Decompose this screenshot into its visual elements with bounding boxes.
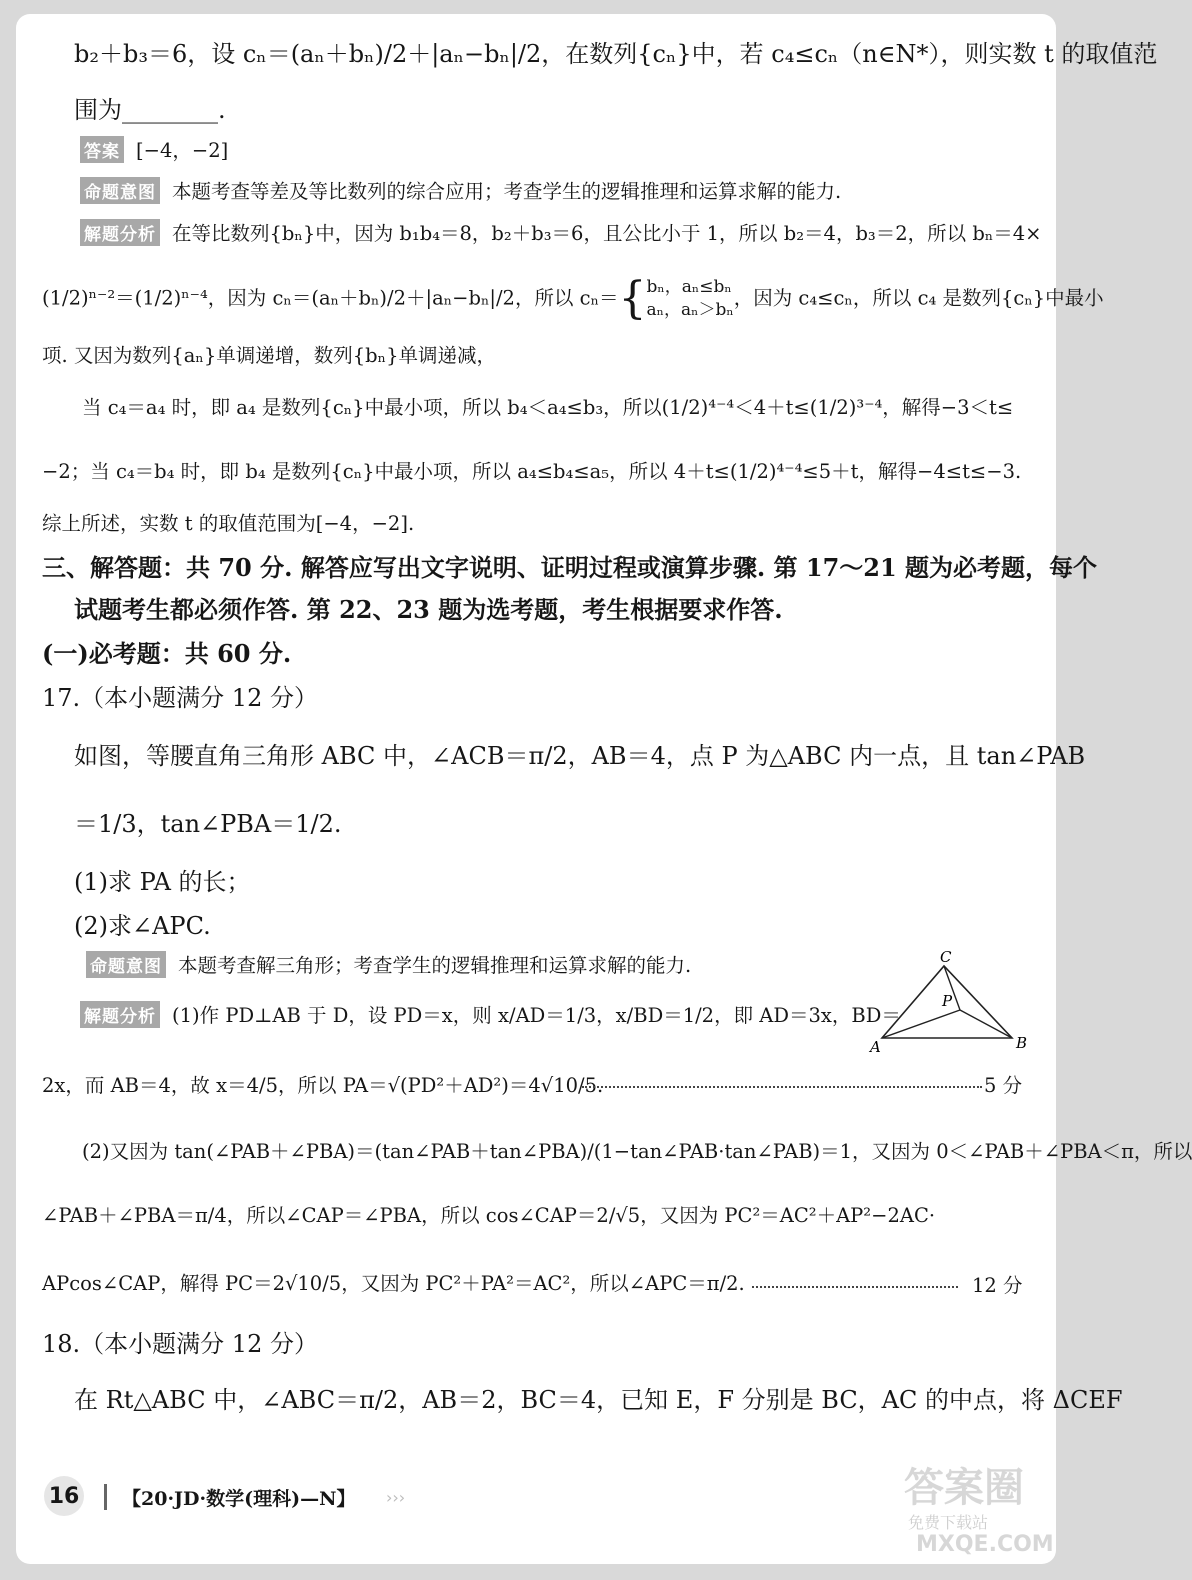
piecewise-case-1: bₙ，aₙ≤bₙ [646,277,732,297]
watermark-logo: 答案圈 [904,1465,1024,1511]
line-1: b₂＋b₃＝6，设 cₙ＝(aₙ＋bₙ)/2＋|aₙ−bₙ|/2，在数列{cₙ}中，若 c₄≤cₙ（n∈N*），则实数 t 的取值范 [74,40,1158,68]
intent-tag-1: 命题意图 [80,177,160,204]
footer-separator [104,1484,107,1510]
analysis-row-2 [80,1000,901,1028]
score-leader-1 [582,1086,982,1088]
analysis-text-2: (1)作 PD⊥AB 于 D，设 PD＝x，则 x/AD＝1/3，x/BD＝1/2，即 AD＝3x，BD＝ [172,1004,901,1027]
score-1: 5 分 [984,1074,1023,1097]
line-6-d: ，因为 c₄≤cₙ，所以 c₄ 是数列{cₙ}中最小 [733,286,1104,310]
score-2: 12 分 [972,1274,1023,1297]
q17-part-2: (2)求∠APC. [74,912,211,940]
line-2: 围为________. [74,96,226,124]
piecewise-case-2: aₙ，aₙ＞bₙ [646,299,734,320]
piecewise-brace: { [618,272,647,324]
analysis-text-1: 在等比数列{bₙ}中，因为 b₁b₄＝8，b₂＋b₃＝6，且公比小于 1，所以 b₂＝4，b₃＝2，所以 bₙ＝4× [172,222,1042,245]
line-6 [42,272,1104,324]
intent-row-2 [86,950,691,978]
section-3-heading: 三、解答题：共 70 分. 解答应写出文字说明、证明过程或演算步骤. 第 17～21 题为必考题，每个 [42,553,1098,582]
analysis-tag-1: 解题分析 [80,219,160,246]
segment-pb [960,1010,1012,1038]
analysis-tag-2: 解题分析 [80,1001,160,1028]
intent-text-1: 本题考查等差及等比数列的综合应用；考查学生的逻辑推理和运算求解的能力. [172,180,842,203]
label-p: P [942,992,953,1010]
answer-row [80,135,228,163]
page-number: 16 [48,1483,80,1509]
watermark-url: MXQE.COM [916,1532,1054,1557]
label-c: C [940,948,952,966]
line-7: 项. 又因为数列{aₙ}单调递增，数列{bₙ}单调递减， [42,344,497,367]
line-10: 综上所述，实数 t 的取值范围为[−4，−2]. [42,512,415,535]
label-a: A [870,1038,881,1056]
required-questions-heading: (一)必考题：共 60 分. [42,639,292,668]
piecewise-cases [647,276,734,322]
answer-tag: 答案 [80,136,124,163]
q17-stem-1: 如图，等腰直角三角形 ABC 中，∠ACB＝π/2，AB＝4，点 P 为△ABC 内一点，且 tan∠PAB [74,742,1086,770]
line-8: 当 c₄＝a₄ 时，即 a₄ 是数列{cₙ}中最小项，所以 b₄＜a₄≤b₃，所以(1/2)⁴⁻⁴＜4＋t≤(1/2)³⁻⁴，解得−3＜t≤ [82,396,1014,419]
triangle-figure [866,950,1036,1056]
label-b: B [1016,1034,1028,1052]
score-leader-2 [752,1286,958,1288]
watermark-caption: 免费下载站 [908,1513,989,1532]
q18-heading: 18.（本小题满分 12 分） [42,1330,318,1358]
q17-heading: 17.（本小题满分 12 分） [42,684,318,712]
q17-solution-4: APcos∠CAP，解得 PC＝2√10/5，又因为 PC²＋PA²＝AC²，所以∠APC＝π/2. [42,1272,745,1295]
line-9: −2；当 c₄＝b₄ 时，即 b₄ 是数列{cₙ}中最小项，所以 a₄≤b₄≤a₅，所以 4＋t≤(1/2)⁴⁻⁴≤5＋t，解得−4≤t≤−3. [42,460,1022,483]
q17-solution-3: ∠PAB＋∠PBA＝π/4，所以∠CAP＝∠PBA，所以 cos∠CAP＝2/√5，又因为 PC²＝AC²＋AP²−2AC· [42,1204,936,1227]
intent-text-2: 本题考查解三角形；考查学生的逻辑推理和运算求解的能力. [178,954,692,977]
section-3-heading-cont: 试题考生都必须作答. 第 22、23 题为选考题，考生根据要求作答. [74,595,783,624]
footer-arrows: ››› [386,1488,406,1507]
q17-stem-2: ＝1/3，tan∠PBA＝1/2. [74,810,342,838]
page-number-badge [44,1476,84,1516]
line-6-a: (1/2)ⁿ⁻²＝(1/2)ⁿ⁻⁴，因为 cₙ＝(aₙ＋bₙ)/2＋|aₙ−bₙ|/2，所以 cₙ＝ [42,286,619,310]
q17-part-1: (1)求 PA 的长； [74,868,251,896]
answer-text: [−4，−2] [136,139,229,162]
exam-page [16,14,1192,1564]
analysis-row-1 [80,218,1042,246]
q17-solution-1: 2x，而 AB＝4，故 x＝4/5，所以 PA＝√(PD²＋AD²)＝4√10/5. [42,1074,604,1097]
footer-code: 【20·JD·数学(理科)—N】 [122,1488,356,1510]
intent-tag-2: 命题意图 [86,951,166,978]
q18-stem-1: 在 Rt△ABC 中，∠ABC＝π/2，AB＝2，BC＝4，已知 E，F 分别是 BC，AC 的中点，将 ΔCEF [74,1386,1123,1414]
q17-solution-2: (2)又因为 tan(∠PAB＋∠PBA)＝(tan∠PAB＋tan∠PBA)/(1−tan∠PAB·tan∠PAB)＝1，又因为 0＜∠PAB＋∠PBA＜π，所以 [82,1140,1192,1163]
intent-row-1 [80,176,841,204]
